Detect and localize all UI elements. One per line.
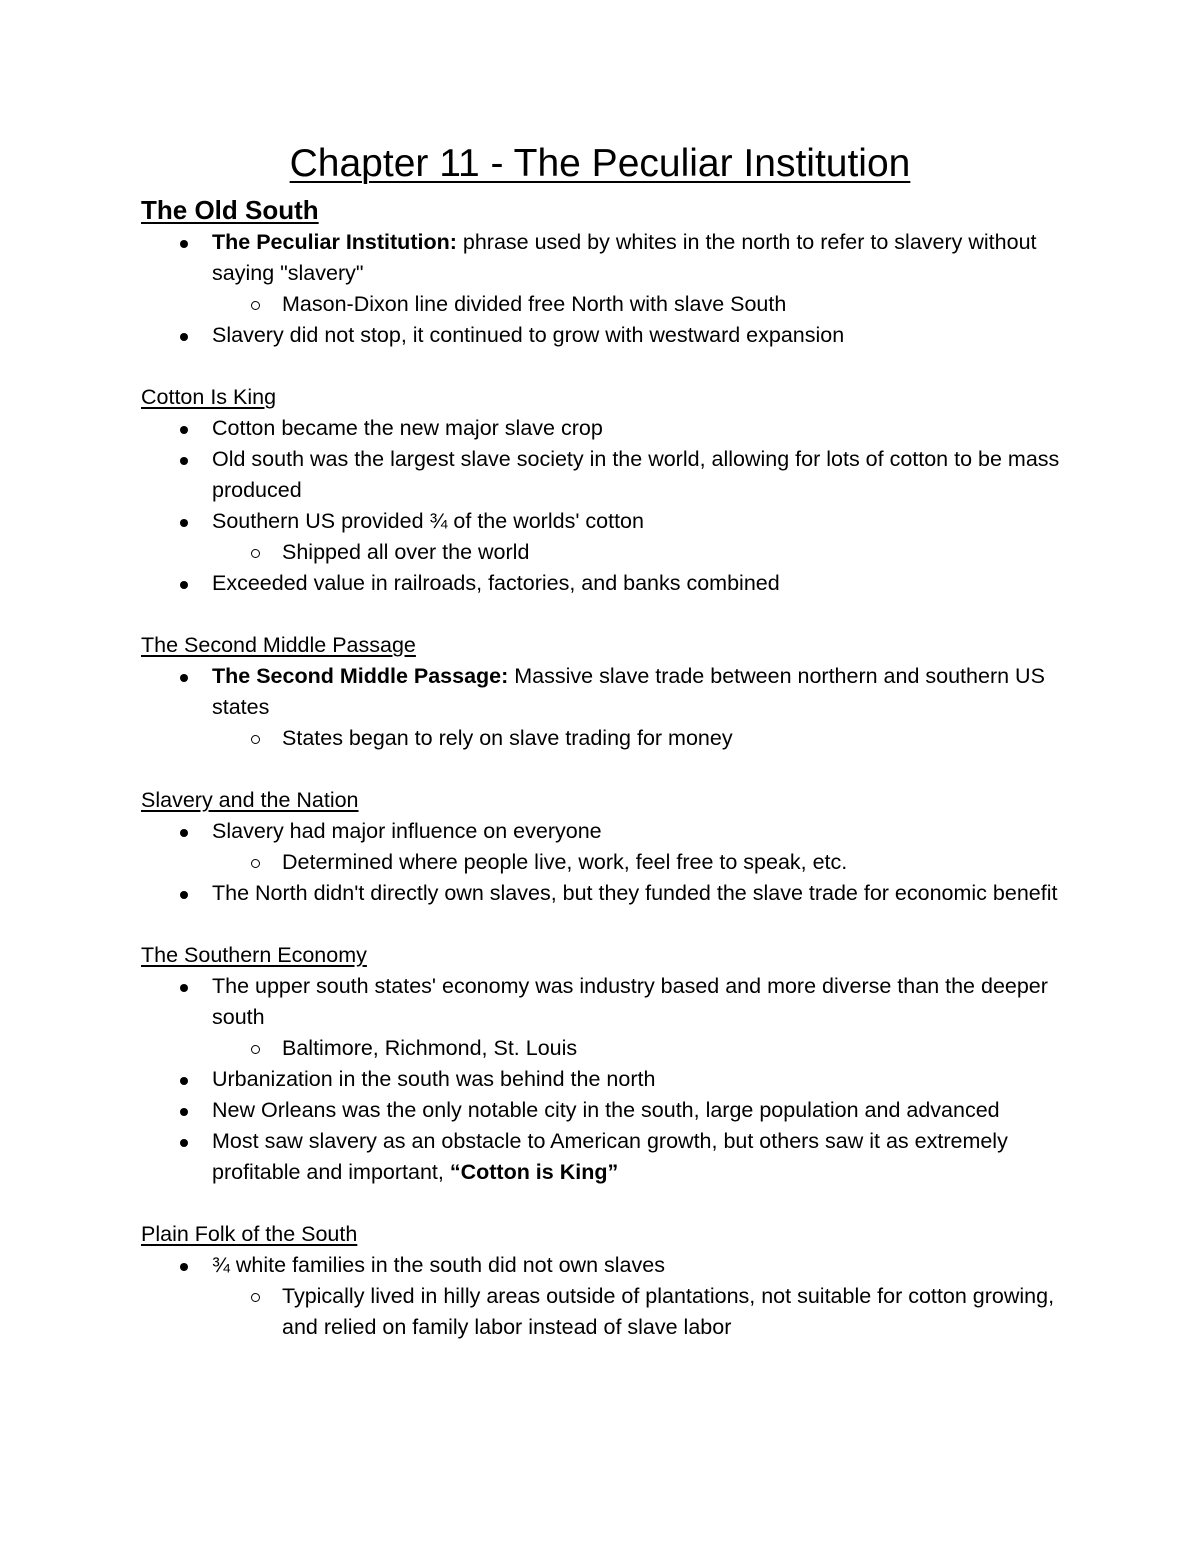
spacer xyxy=(141,351,1061,382)
spacer xyxy=(141,599,1061,630)
spacer xyxy=(141,754,1061,785)
bullet-list xyxy=(141,661,1061,754)
list-item xyxy=(141,568,1061,599)
section-second-middle-passage xyxy=(141,630,1061,754)
document-body xyxy=(141,193,1061,1343)
item-text: New Orleans was the only notable city in the south, large population and advanced xyxy=(212,1098,1000,1122)
item-text: Mason-Dixon line divided free North with slave South xyxy=(282,292,787,316)
sub-list-item xyxy=(141,537,1061,568)
item-text: Cotton became the new major slave crop xyxy=(212,416,603,440)
item-text: States began to rely on slave trading for money xyxy=(282,726,733,750)
emphasis-quote: “Cotton is King” xyxy=(449,1160,619,1184)
bullet-list xyxy=(141,1250,1061,1343)
item-text: ¾ white families in the south did not own slaves xyxy=(212,1253,665,1277)
section-southern-economy xyxy=(141,940,1061,1188)
item-text: Most saw slavery as an obstacle to American growth, but others saw it as extremely profitable and important, xyxy=(212,1129,1008,1184)
section-heading-second-middle-passage: The Second Middle Passage xyxy=(141,633,416,657)
sub-list-item xyxy=(141,1033,1061,1064)
sub-list-item xyxy=(141,723,1061,754)
item-text: Massive slave trade between northern and southern US states xyxy=(212,664,1045,719)
page-title: Chapter 11 - The Peculiar Institution xyxy=(289,142,911,185)
list-item xyxy=(141,661,1061,723)
list-item xyxy=(141,506,1061,537)
item-text: phrase used by whites in the north to refer to slavery without saying "slavery" xyxy=(212,230,1037,285)
list-item xyxy=(141,1250,1061,1281)
item-text: Southern US provided ¾ of the worlds' cotton xyxy=(212,509,644,533)
list-item xyxy=(141,227,1061,289)
item-text: The upper south states' economy was industry based and more diverse than the deeper south xyxy=(212,974,1048,1029)
section-plain-folk xyxy=(141,1219,1061,1343)
list-item xyxy=(141,444,1061,506)
item-text: Shipped all over the world xyxy=(282,540,530,564)
spacer xyxy=(141,909,1061,940)
item-text: Urbanization in the south was behind the north xyxy=(212,1067,656,1091)
list-item xyxy=(141,816,1061,847)
section-heading-cotton-is-king: Cotton Is King xyxy=(141,385,277,409)
list-item xyxy=(141,1064,1061,1095)
item-text: Baltimore, Richmond, St. Louis xyxy=(282,1036,578,1060)
bullet-list xyxy=(141,413,1061,599)
section-heading-southern-economy: The Southern Economy xyxy=(141,943,367,967)
list-item xyxy=(141,971,1061,1033)
section-heading-old-south: The Old South xyxy=(141,195,319,225)
list-item xyxy=(141,878,1061,909)
item-text: Exceeded value in railroads, factories, and banks combined xyxy=(212,571,780,595)
list-item xyxy=(141,1126,1061,1188)
section-cotton-is-king xyxy=(141,382,1061,599)
section-slavery-and-the-nation xyxy=(141,785,1061,909)
item-text: The North didn't directly own slaves, but they funded the slave trade for economic benefit xyxy=(212,881,1058,905)
sub-list-item xyxy=(141,1281,1061,1343)
section-old-south xyxy=(141,193,1061,351)
sub-list-item xyxy=(141,847,1061,878)
bullet-list xyxy=(141,227,1061,351)
item-text: Old south was the largest slave society in the world, allowing for lots of cotton to be mass produced xyxy=(212,447,1060,502)
item-text: Typically lived in hilly areas outside of plantations, not suitable for cotton growing, and relied on family labor instead of slave labor xyxy=(282,1284,1055,1339)
bullet-list xyxy=(141,971,1061,1188)
section-heading-slavery-and-the-nation: Slavery and the Nation xyxy=(141,788,359,812)
sub-list-item xyxy=(141,289,1061,320)
spacer xyxy=(141,1188,1061,1219)
term-label: The Peculiar Institution: xyxy=(212,230,457,254)
list-item xyxy=(141,1095,1061,1126)
section-heading-plain-folk: Plain Folk of the South xyxy=(141,1222,358,1246)
term-label: The Second Middle Passage: xyxy=(212,664,509,688)
item-text: Slavery had major influence on everyone xyxy=(212,819,602,843)
bullet-list xyxy=(141,816,1061,909)
list-item xyxy=(141,320,1061,351)
list-item xyxy=(141,413,1061,444)
item-text: Determined where people live, work, feel free to speak, etc. xyxy=(282,850,848,874)
item-text: Slavery did not stop, it continued to grow with westward expansion xyxy=(212,323,845,347)
